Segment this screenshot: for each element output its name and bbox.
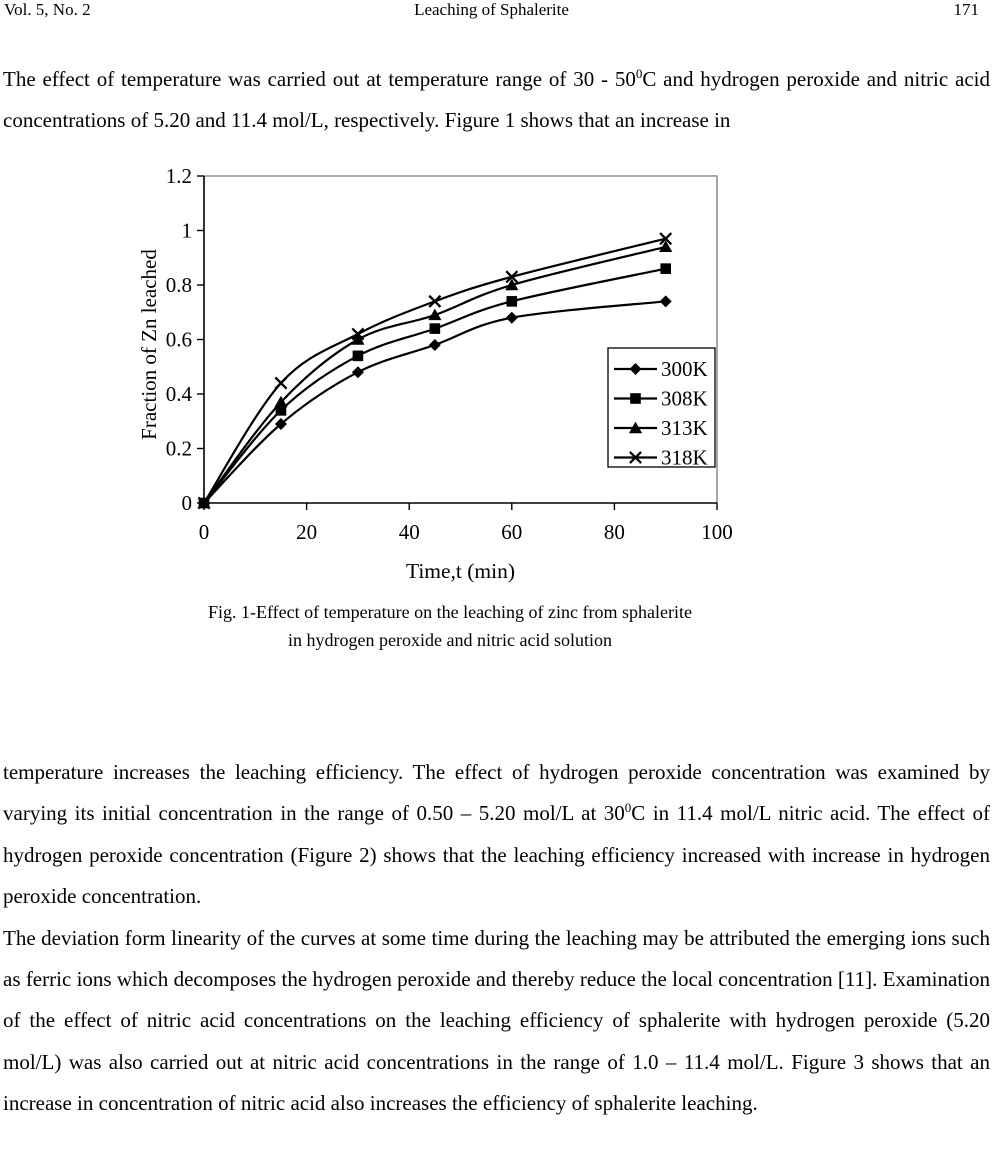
degree-superscript: 0	[635, 66, 643, 81]
x-tick-label: 100	[701, 520, 733, 544]
x-tick-label: 80	[603, 520, 625, 544]
y-tick-label: 1	[181, 218, 192, 243]
series-318K	[198, 233, 671, 509]
y-tick-label: 0.8	[165, 273, 192, 297]
y-tick-label: 0.2	[165, 436, 192, 461]
caption-line-1: Fig. 1-Effect of temperature on the leaching of zinc from sphalerite	[208, 602, 692, 622]
y-tick-label: 0	[181, 491, 192, 515]
figure-1-caption	[130, 598, 770, 654]
legend-label-313K: 313K	[661, 416, 708, 440]
x-axis-ticks	[199, 503, 733, 544]
page-number: 171	[953, 0, 979, 19]
volume-label: Vol. 5, No. 2	[4, 0, 91, 19]
legend-label-308K: 308K	[661, 386, 708, 411]
running-title: Leaching of Sphalerite	[414, 0, 569, 19]
figure-1	[130, 160, 770, 600]
legend	[608, 348, 715, 470]
x-tick-label: 20	[296, 520, 318, 544]
page-header	[4, 0, 979, 20]
paragraph-discussion-2: The deviation form linearity of the curves at some time during the leaching may be attributed the emerging ions such as ferric ions which decomposes the hydrogen peroxide and thereby reduce the local concentration [11]. Examination of the effect of nitric acid concentrations on the leaching efficiency of sphalerite with hydrogen peroxide (5.20 mol/L) was also carried out at nitric acid concentrations in the range of 1.0 – 11.4 mol/L. Figure 3 shows that an increase in concentration of nitric acid also increases the efficiency of sphalerite leaching.	[3, 925, 990, 1116]
caption-line-2: in hydrogen peroxide and nitric acid solution	[288, 630, 612, 650]
figure-1-chart	[130, 160, 770, 600]
paragraph-intro-text-cont: C and hydrogen peroxide and nitric acid concentrations of 5.20 and 11.4 mol/L, respectively. Figure 1 shows that an increase in	[3, 67, 990, 133]
x-tick-label: 60	[501, 520, 523, 544]
y-tick-label: 0.6	[165, 327, 192, 352]
paragraph-discussion-1-text: temperature increases the leaching efficiency. The effect of hydrogen peroxide concentration was examined by varying its initial concentration in the range of 0.50 – 5.20 mol/L at 30	[3, 760, 990, 826]
x-tick-label: 40	[398, 520, 420, 544]
x-axis-title: Time,t (min)	[405, 559, 516, 583]
y-tick-label: 1.2	[165, 164, 192, 188]
paragraph-intro	[3, 59, 990, 142]
body-text	[3, 752, 990, 1125]
paragraph-intro-text: The effect of temperature was carried out at temperature range of 30 - 50	[3, 67, 636, 91]
x-tick-label: 0	[198, 520, 210, 544]
legend-label-318K: 318K	[661, 445, 708, 470]
degree-superscript-2: 0	[624, 800, 632, 816]
paragraph-discussion-1	[3, 752, 990, 918]
y-axis-title: Fraction of Zn leached	[137, 249, 161, 440]
paragraph-discussion-1-cont: C in 11.4 mol/L nitric acid. The effect of hydrogen peroxide concentration (Figure 2) shows that the leaching efficiency increased with increase in hydrogen peroxide concentration.	[3, 801, 990, 909]
y-axis-ticks	[166, 164, 204, 515]
legend-label-300K: 300K	[661, 357, 708, 381]
y-tick-label: 0.4	[165, 382, 192, 406]
series-313K	[197, 240, 672, 508]
